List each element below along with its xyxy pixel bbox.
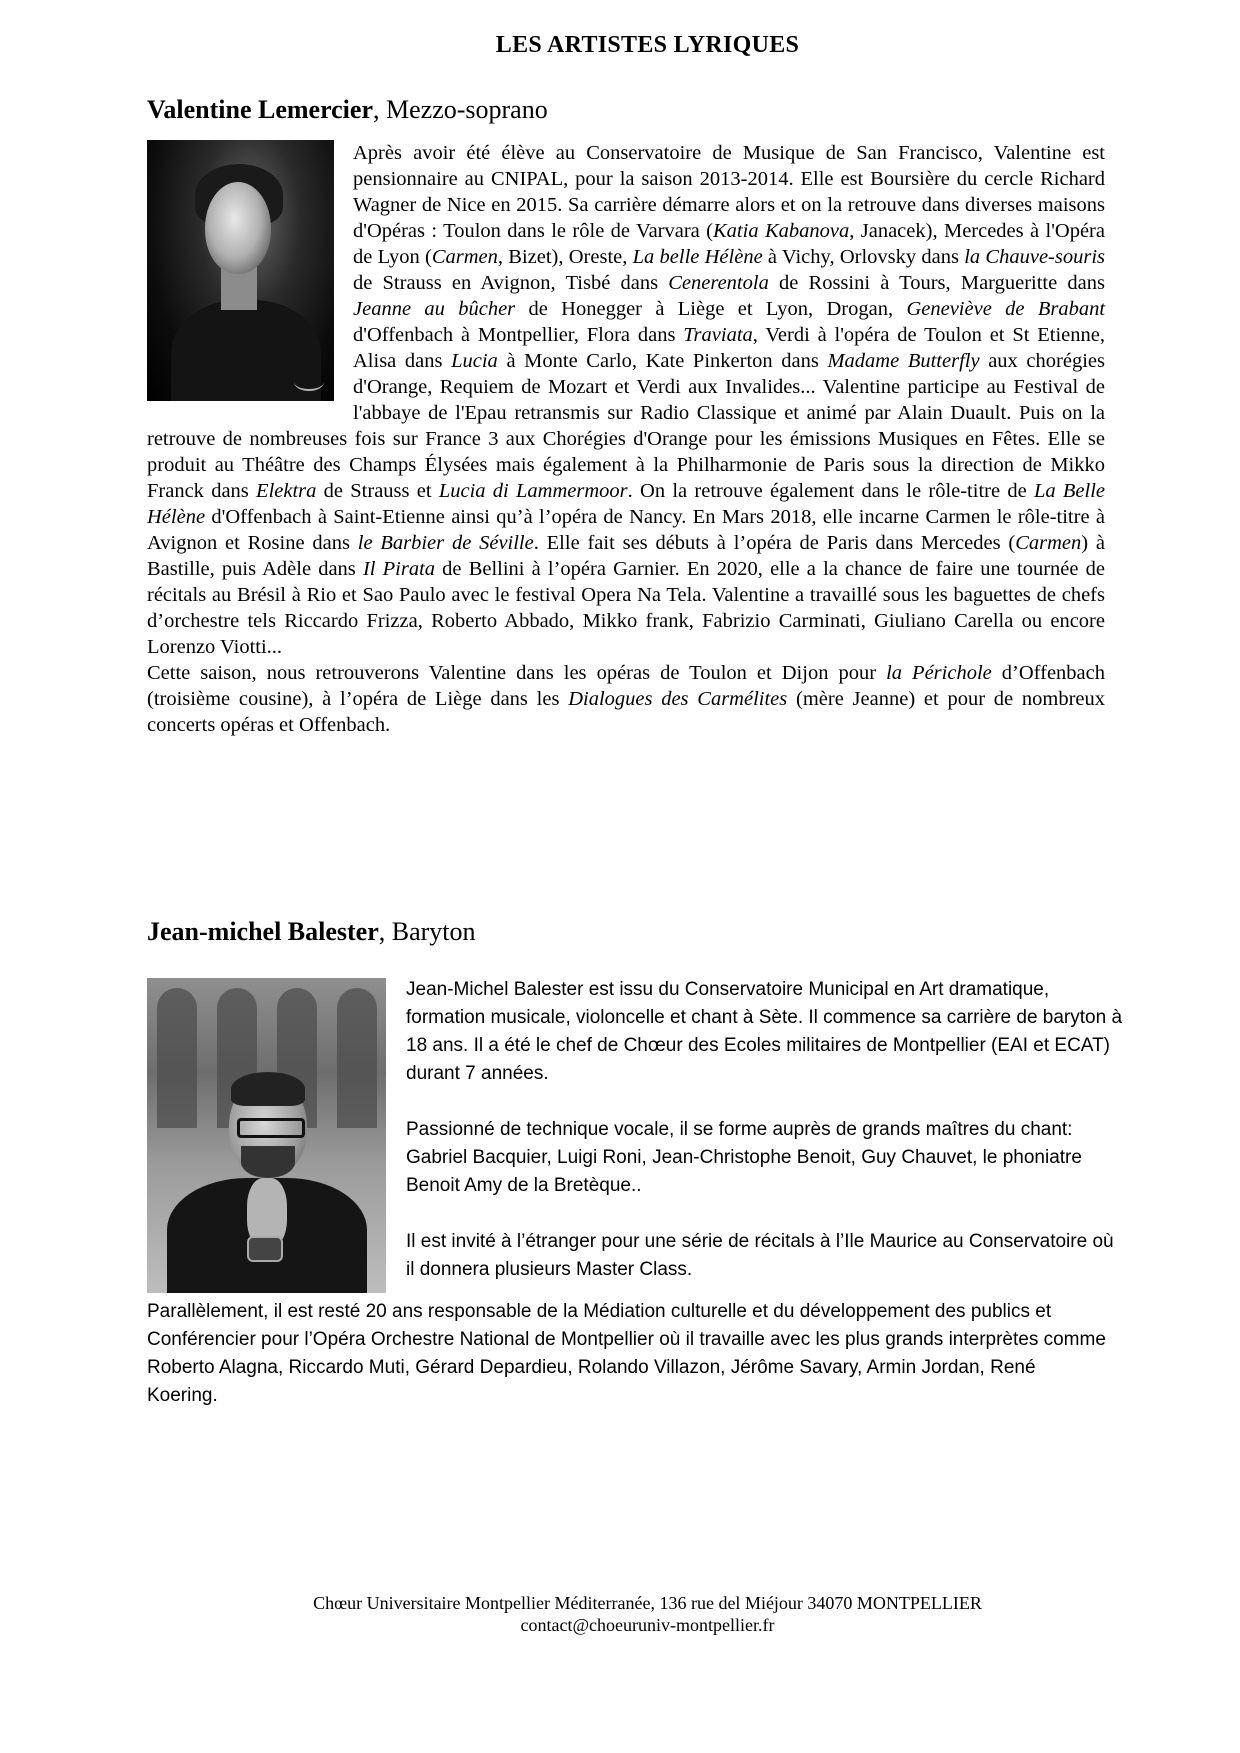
artist-voice: , Baryton <box>378 917 476 946</box>
bio-paragraph <box>147 660 1105 738</box>
bio-text: de Rossini à Tours, Margueritte dans <box>768 272 1105 294</box>
work-title: Cenerentola <box>668 272 769 294</box>
bio-text: de Honegger à Liège et Lyon, Drogan, <box>515 298 907 320</box>
work-title: Dialogues des Carmélites <box>568 688 788 710</box>
work-title: La Belle Hélène <box>147 480 1105 528</box>
artist-bio-valentine <box>147 140 1105 738</box>
bio-paragraph: Parallèlement, il est resté 20 ans responsable de la Médiation culturelle et du développement des publics et Conférencier pour l’Opéra Orchestre National de Montpellier où il travaille avec les plus grands interprètes comme Roberto Alagna, Riccardo Muti, Gérard Depardieu, Rolando Villazon, Jérôme Savary, Armin Jordan, René Koering. <box>147 1301 1106 1406</box>
bio-text: de Strauss en Avignon, Tisbé dans <box>353 272 669 294</box>
bio-text: Cette saison, nous retrouverons Valentine dans les opéras de Toulon et Dijon pour <box>147 662 887 684</box>
bio-text: Après avoir été élève au Conservatoire de Musique de San Francisco, Valentine est pensionnaire au CNIPAL, pour la saison 2013-2014. Elle est Boursière du cercle Richard Wagner de Nice en 2015. Sa carrière démarre alors et on la retrouve dans diverses maisons d'Opéras : Toulon dans le rôle de Varvara ( <box>353 142 1105 242</box>
bio-text: , Janacek), Mercedes à l'Opéra de Lyon ( <box>353 220 1105 268</box>
work-title: La belle Hélène <box>632 246 763 268</box>
signature-icon <box>294 373 324 391</box>
bio-text: d’Offenbach (troisième cousine), à l’opéra de Liège dans les <box>147 662 1105 710</box>
bio-text: , Verdi à l'opéra de Toulon et St Etienne, Alisa dans <box>353 324 1105 372</box>
bio-text: à Monte Carlo, Kate Pinkerton dans <box>497 350 828 372</box>
bio-text: , Bizet), Oreste, <box>497 246 633 268</box>
page-title: LES ARTISTES LYRIQUES <box>495 32 800 58</box>
bio-paragraph: Jean-Michel Balester est issu du Conservatoire Municipal en Art dramatique, formation musicale, violoncelle et chant à Sète. Il commence sa carrière de baryton à 18 ans. Il a été le chef de Chœur des Ecoles militaires de Montpellier (EAI et ECAT) durant 7 années. <box>406 979 1123 1084</box>
bio-paragraph: Passionné de technique vocale, il se forme auprès de grands maîtres du chant: Gabriel Bacquier, Luigi Roni, Jean-Christophe Benoit, Guy Chauvet, le phoniatre Benoit Amy de la Bretèque.. <box>406 1119 1082 1196</box>
bio-text: de Strauss et <box>316 480 439 502</box>
bio-text: d'Offenbach à Montpellier, Flora dans <box>353 324 684 346</box>
work-title: Lucia <box>451 350 498 372</box>
bio-text: d'Offenbach à Saint-Etienne ainsi qu’à l’opéra de Nancy. En Mars 2018, elle incarne Carmen le rôle-titre à Avignon et Rosine dans <box>147 506 1105 554</box>
work-title: Il Pirata <box>362 558 436 580</box>
bio-paragraph: Il est invité à l’étranger pour une série de récitals à l’Ile Maurice au Conservatoire où il donnera plusieurs Master Class. <box>406 1231 1114 1280</box>
work-title: Elektra <box>256 480 317 502</box>
work-title: Madame Butterfly <box>827 350 980 372</box>
bio-text: ) à Bastille, puis Adèle dans <box>147 532 1105 580</box>
work-title: Lucia di Lammermoor <box>438 480 628 502</box>
artist-photo-jean-michel <box>147 978 386 1293</box>
work-title: Geneviève de Brabant <box>906 298 1106 320</box>
work-title: Traviata <box>683 324 753 346</box>
artist-heading-valentine <box>147 95 548 125</box>
artist-photo-valentine <box>147 140 334 401</box>
work-title: la Périchole <box>886 662 992 684</box>
artist-name: Jean-michel Balester <box>147 917 379 946</box>
work-title: Jeanne au bûcher <box>353 298 516 320</box>
bio-text: . On la retrouve également dans le rôle-titre de <box>627 480 1034 502</box>
work-title: Carmen <box>1015 532 1082 554</box>
work-title: Katia Kabanova <box>713 220 850 242</box>
artist-name: Valentine Lemercier <box>147 95 373 124</box>
work-title: Carmen <box>431 246 498 268</box>
footer-address: Chœur Universitaire Montpellier Méditerranée, 136 rue del Miéjour 34070 MONTPELLIER <box>313 1593 982 1613</box>
work-title: le Barbier de Séville <box>357 532 534 554</box>
work-title: la Chauve-souris <box>964 246 1105 268</box>
bio-text: aux chorégies d'Orange, Requiem de Mozart et Verdi aux Invalides... Valentine participe au Festival de l'abbaye de l'Epau retransmis sur Radio Classique et animé par Alain Duault. Puis on la retrouve de nombreuses fois sur France 3 aux Chorégies d'Orange pour les émissions Musiques en Fêtes. Elle se produit au Théâtre des Champs Élysées mais également à la Philharmonie de Paris sous la direction de Mikko Franck dans <box>147 350 1105 502</box>
bio-text: . Elle fait ses débuts à l’opéra de Paris dans Mercedes ( <box>533 532 1016 554</box>
bio-text: (mère Jeanne) et pour de nombreux concerts opéras et Offenbach. <box>147 688 1105 736</box>
footer-email[interactable]: contact@choeuruniv-montpellier.fr <box>520 1615 775 1635</box>
bio-text: de Bellini à l’opéra Garnier. En 2020, elle a la chance de faire une tournée de récitals au Brésil à Rio et Sao Paulo avec le festival Opera Na Tela. Valentine a travaillé sous les baguettes de chefs d’orchestre tels Riccardo Frizza, Roberto Abbado, Mikko frank, Fabrizio Carminati, Giuliano Carella ou encore Lorenzo Viotti... <box>147 558 1106 658</box>
artist-voice: , Mezzo-soprano <box>373 95 548 124</box>
artist-heading-jean-michel <box>147 917 476 947</box>
bio-text: à Vichy, Orlovsky dans <box>762 246 965 268</box>
